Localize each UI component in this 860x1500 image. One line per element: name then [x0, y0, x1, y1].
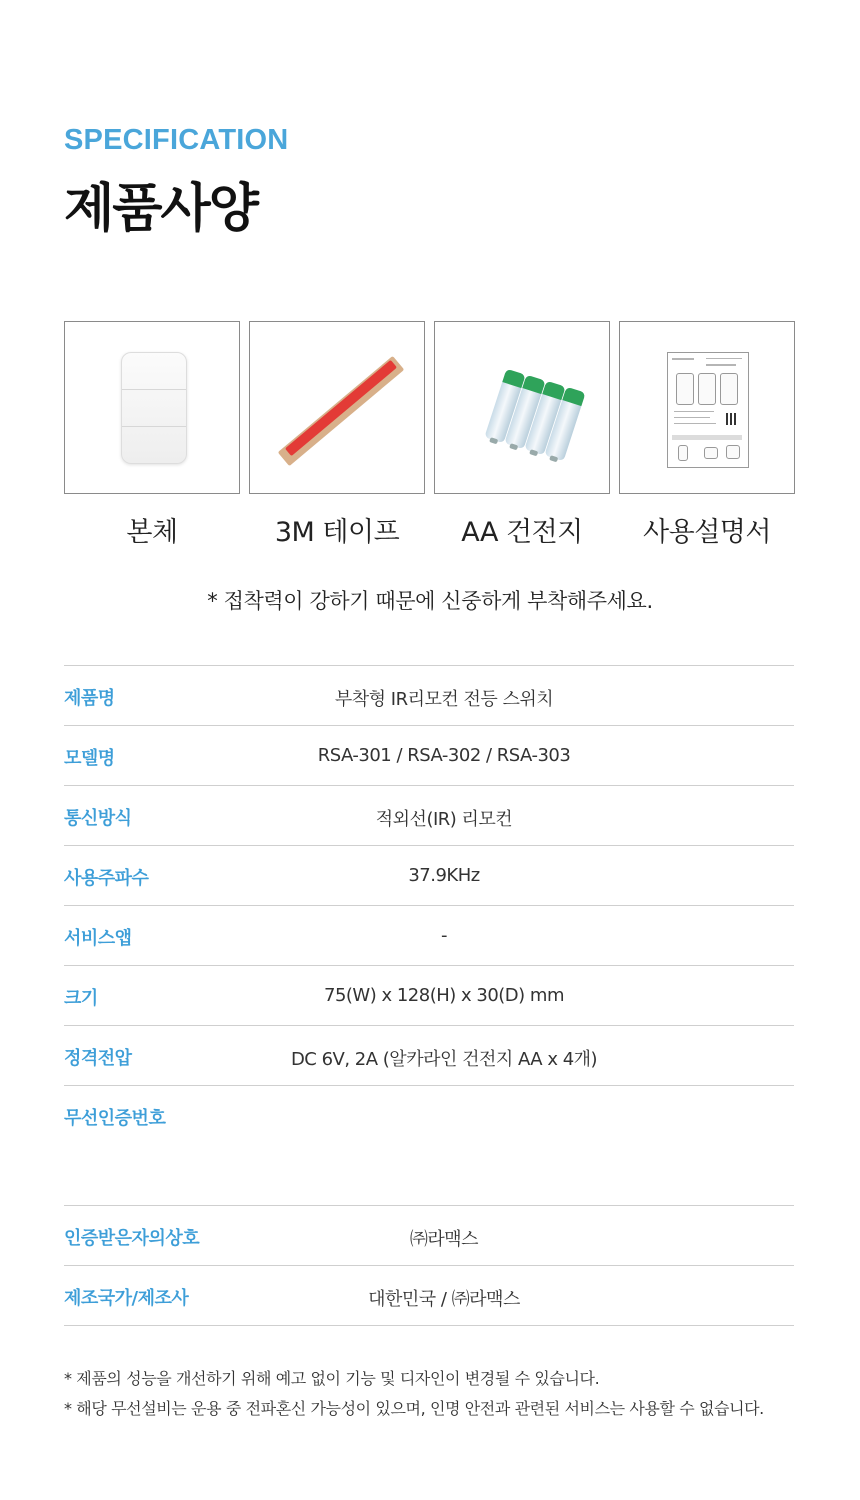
spec-table [64, 665, 794, 1326]
spec-key: 정격전압 [64, 1048, 132, 1069]
spec-row-certification-number [64, 1086, 794, 1206]
spec-key: 통신방식 [64, 808, 132, 829]
spec-key: 크기 [64, 988, 98, 1009]
tape-strip [285, 360, 397, 456]
tape-image [249, 321, 425, 494]
component-label: AA 건전지 [461, 517, 583, 548]
spec-key: 인증받은자의상호 [64, 1228, 200, 1249]
spec-key: 제조국가/제조사 [64, 1288, 189, 1309]
component-label: 본체 [126, 517, 178, 548]
spec-value: DC 6V, 2A (알카라인 건전지 AA x 4개) [290, 1049, 598, 1070]
spec-key: 모델명 [64, 748, 115, 769]
battery-image [434, 321, 610, 494]
footnote: * 해당 무선설비는 운용 중 전파혼신 가능성이 있으며, 인명 안전과 관련된 서비스는 사용할 수 없습니다. [64, 1399, 764, 1418]
spec-row-product-name [64, 666, 794, 726]
device-body [121, 352, 187, 464]
section-eyebrow: SPECIFICATION [64, 124, 289, 156]
spec-value: 부착형 IR리모컨 전등 스위치 [334, 689, 554, 710]
spec-row-manufacturer [64, 1266, 794, 1326]
spec-value: ㈜라맥스 [409, 1229, 479, 1250]
spec-key: 서비스앱 [64, 928, 132, 949]
spec-value: - [441, 925, 447, 946]
spec-value: 대한민국 / ㈜라맥스 [368, 1289, 520, 1310]
spec-value: RSA-301 / RSA-302 / RSA-303 [317, 745, 571, 766]
manual-page [667, 352, 749, 468]
component-battery [434, 321, 610, 549]
page-title: 제품사양 [64, 179, 257, 239]
spec-value: 적외선(IR) 리모컨 [375, 809, 513, 830]
component-manual [619, 321, 795, 549]
component-label: 사용설명서 [643, 517, 771, 548]
spec-value: 37.9KHz [408, 865, 480, 886]
package-components [64, 321, 796, 551]
spec-row-service-app [64, 906, 794, 966]
device-image [64, 321, 240, 494]
spec-key: 무선인증번호 [64, 1108, 166, 1129]
spec-key: 사용주파수 [64, 868, 149, 889]
component-label: 3M 테이프 [274, 517, 400, 548]
footnotes [64, 1364, 804, 1424]
spec-row-frequency [64, 846, 794, 906]
spec-row-size [64, 966, 794, 1026]
manual-image [619, 321, 795, 494]
spec-key: 제품명 [64, 688, 115, 709]
spec-row-communication [64, 786, 794, 846]
component-device [64, 321, 240, 549]
attachment-notice: * 접착력이 강하기 때문에 신중하게 부착해주세요. [207, 589, 653, 613]
spec-row-rated-voltage [64, 1026, 794, 1086]
qr-code-icon [726, 413, 738, 425]
footnote: * 제품의 성능을 개선하기 위해 예고 없이 기능 및 디자인이 변경될 수 있습니다. [64, 1369, 600, 1388]
spec-row-model [64, 726, 794, 786]
spec-value: 75(W) x 128(H) x 30(D) mm [324, 985, 564, 1006]
spec-row-certified-company [64, 1206, 794, 1266]
component-tape [249, 321, 425, 549]
